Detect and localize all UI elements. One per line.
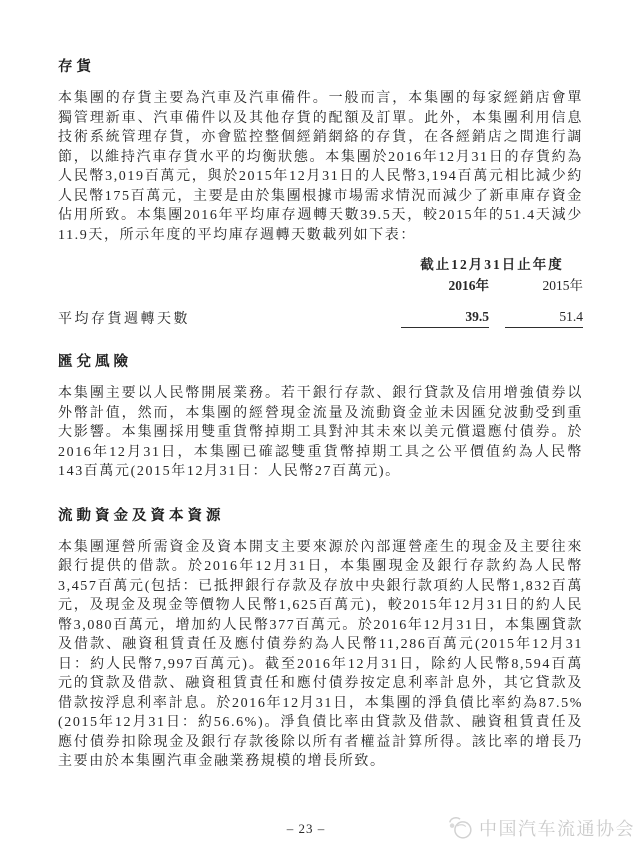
page-number: – 23 – bbox=[286, 821, 326, 836]
watermark-text: 中国汽车流通协会 bbox=[479, 819, 635, 839]
table-row-label: 平均存貨週轉天數 bbox=[58, 312, 190, 327]
exchange-risk-paragraph: 本集團主要以人民幣開展業務。若干銀行存款、銀行貸款及信用增強債券以外幣計值，然而，本集團的經營現金流量及流動資金並未因匯兌波動受到重大影響。本集團採用雙重貨幣掉期工具對沖其未來以美元償還應付債券。於2016年12月31日，本集團已確認雙重貨幣掉期工具之公平價值約為人民幣143百萬元(2015年12月31日：人民幣27百萬元)。 bbox=[58, 386, 583, 479]
table-year-header-row bbox=[58, 274, 583, 294]
section-heading-exchange-risk: 匯兌風險 bbox=[58, 354, 132, 370]
table-col-2016-header: 2016年 bbox=[448, 278, 489, 293]
table-value-2015: 51.4 bbox=[505, 309, 583, 328]
liquidity-paragraph: 本集團運營所需資金及資本開支主要來源於內部運營產生的現金及主要往來銀行提供的借款。於2016年12月31日，本集團現金及銀行存款約為人民幣3,457百萬元(包括：已抵押銀行存款及存放中央銀行款項約人民幣1,832百萬元，及現金及現金等價物人民幣1,625百萬元)，較2015年12月31日的約人民幣3,080百萬元，增加約人民幣377百萬元。於2016年12月31日，本集團貸款及借款、融資租賃責任及應付債券約為人民幣11,286百萬元(2015年12月31日：約人民幣7,997百萬元)。截至2016年12月31日，除約人民幣8,594百萬元的貸款及借款、融資租賃責任和應付債券按定息利率計息外，其它貸款及借款按浮息利率計息。於2016年12月31日，本集團的淨負債比率約為87.5%(2015年12月31日：約56.6%)。淨負債比率由貸款及借款、融資租賃責任及應付債券扣除現金及銀行存款後除以所有者權益計算所得。該比率的增長乃主要由於本集團汽車金融業務規模的增長所致。 bbox=[58, 539, 583, 769]
table-col-2015-header: 2015年 bbox=[542, 278, 583, 293]
inventory-paragraph: 本集團的存貨主要為汽車及汽車備件。一般而言，本集團的每家經銷店會單獨管理新車、汽車備件以及其他存貨的配額及訂單。此外，本集團利用信息技術系統管理存貨，亦會監控整個經銷網絡的存貨，在各經銷店之間進行調節，以維持汽車存貨水平的均衡狀態。本集團於2016年12月31日的存貨約為人民幣3,019百萬元，與於2015年12月31日的人民幣3,194百萬元相比減少約人民幣175百萬元，主要是由於集團根據市場需求情況而減少了新車庫存資金佔用所致。本集團2016年平均庫存週轉天數39.5天，較2015年的51.4天減少11.9天，所示年度的平均庫存週轉天數載列如下表： bbox=[58, 91, 583, 243]
section-heading-inventory: 存貨 bbox=[58, 59, 95, 75]
cada-logo-icon bbox=[446, 813, 476, 843]
watermark bbox=[446, 813, 635, 843]
table-value-2016: 39.5 bbox=[401, 309, 489, 328]
table-period-header: 截止12月31日止年度 bbox=[420, 257, 564, 272]
inventory-turnover-table bbox=[58, 253, 583, 328]
table-row bbox=[58, 308, 583, 328]
section-heading-liquidity: 流動資金及資本資源 bbox=[58, 507, 225, 524]
